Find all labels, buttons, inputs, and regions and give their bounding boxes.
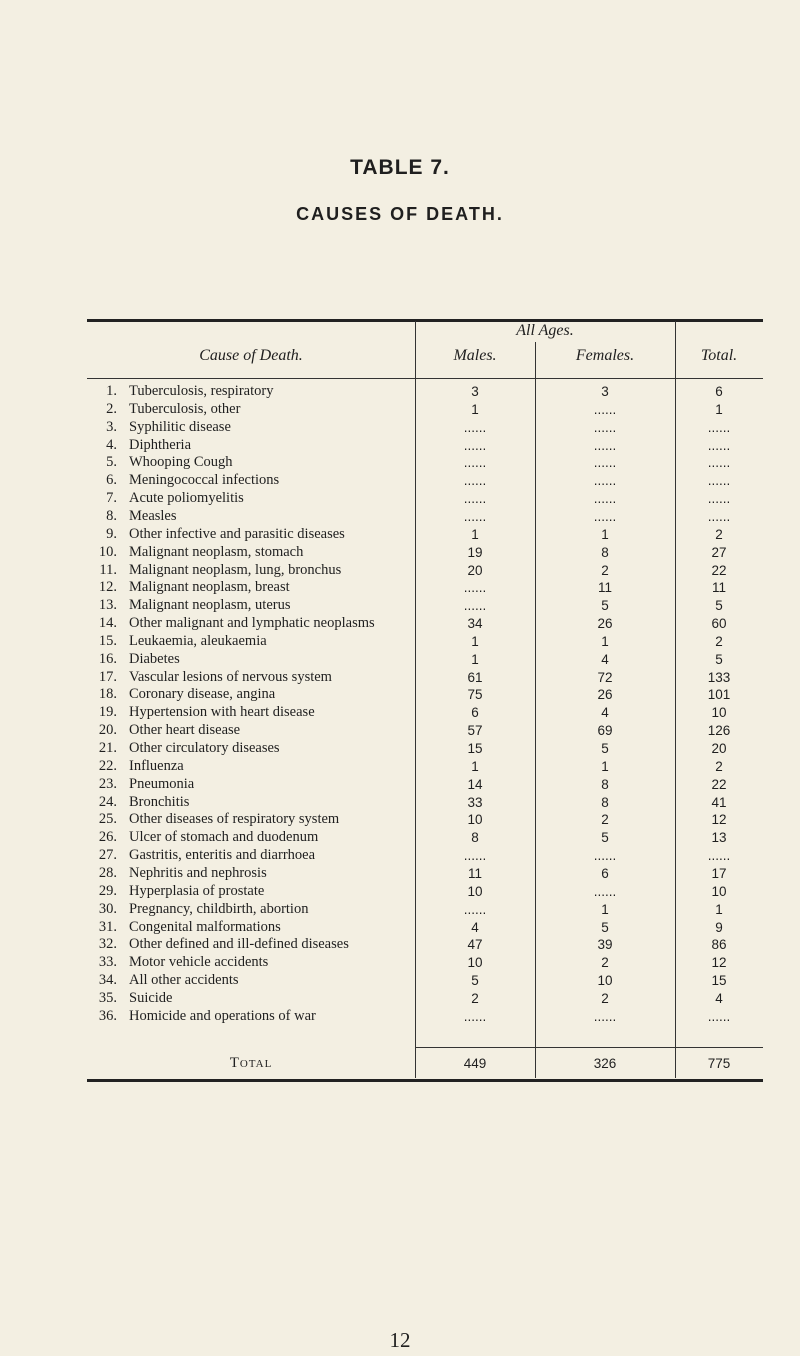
males-value: 2	[471, 990, 479, 1006]
row-number: 28.	[98, 864, 117, 881]
row-number: 34.	[98, 972, 117, 989]
females-value: 1	[601, 758, 609, 774]
total-value: 22	[711, 562, 727, 578]
row-number: 8.	[106, 507, 117, 524]
males-value: ......	[463, 491, 487, 507]
males-value: ......	[463, 437, 487, 453]
males-value: 8	[471, 830, 479, 846]
cause-label: All other accidents	[129, 972, 239, 989]
row-number: 24.	[98, 793, 117, 810]
cause-label: Influenza	[129, 757, 184, 774]
females-value: ......	[593, 491, 617, 507]
females-value: 26	[597, 616, 613, 632]
table-row	[87, 383, 763, 400]
males-value: 6	[471, 705, 479, 721]
table-row	[87, 544, 763, 561]
total-value: 60	[711, 616, 727, 632]
table-row	[87, 936, 763, 953]
cause-label: Pneumonia	[129, 775, 195, 792]
row-number: 21.	[98, 740, 117, 756]
males-value: ......	[463, 1008, 487, 1024]
table-row	[87, 472, 763, 489]
females-value: 11	[597, 580, 612, 596]
header-males: Males.	[453, 347, 497, 364]
table-row	[87, 811, 763, 828]
cause-label: Motor vehicle accidents	[129, 954, 269, 971]
cause-label: Malignant neoplasm, uterus	[129, 597, 291, 614]
bottom-rule	[87, 1079, 763, 1082]
table-row	[87, 615, 763, 632]
total-value: 133	[707, 669, 731, 685]
males-value: 1	[471, 651, 479, 667]
females-value: ......	[593, 1008, 617, 1024]
cause-label: Other infective and parasitic diseases	[129, 525, 345, 542]
males-value: 19	[467, 544, 483, 560]
females-value: 39	[597, 937, 613, 953]
males-value: 1	[471, 526, 479, 542]
females-value: 10	[597, 973, 613, 989]
females-value: ......	[593, 473, 617, 489]
total-value: 41	[711, 794, 727, 810]
females-value: 2	[601, 990, 609, 1006]
row-number: 32.	[98, 936, 117, 953]
header-cause: Cause of Death.	[199, 347, 303, 364]
cause-label: Other malignant and lymphatic neoplasms	[129, 615, 375, 632]
row-number: 17.	[98, 668, 117, 685]
totals-total: 775	[707, 1056, 731, 1071]
total-value: ......	[707, 473, 731, 489]
total-rule	[415, 1047, 763, 1048]
table-row	[87, 508, 763, 525]
females-value: ......	[593, 401, 617, 417]
table-row	[87, 722, 763, 739]
row-number: 31.	[98, 918, 117, 935]
cause-label: Homicide and operations of war	[129, 1007, 316, 1024]
row-number: 25.	[98, 811, 117, 828]
total-value: 126	[707, 723, 731, 739]
row-number: 7.	[106, 490, 117, 507]
cause-label: Whooping Cough	[129, 454, 233, 471]
row-number: 4.	[106, 436, 117, 453]
males-value: 10	[467, 883, 483, 899]
total-value: ......	[707, 848, 731, 864]
table-row	[87, 579, 763, 596]
table-row	[87, 1008, 763, 1025]
females-value: 1	[601, 901, 609, 917]
males-value: 3	[471, 384, 479, 399]
males-value: 4	[471, 919, 479, 935]
row-number: 33.	[98, 954, 117, 971]
row-number: 2.	[106, 400, 117, 417]
males-value: 10	[467, 812, 483, 828]
cause-label: Other heart disease	[129, 722, 241, 739]
cause-label: Other defined and ill-defined diseases	[129, 936, 349, 953]
females-value: 8	[601, 794, 609, 810]
table-row	[87, 490, 763, 507]
total-value: 5	[715, 598, 723, 614]
cause-label: Bronchitis	[129, 793, 190, 810]
total-value: 2	[715, 526, 723, 542]
table-row	[87, 901, 763, 918]
cause-label: Hypertension with heart disease	[129, 704, 315, 721]
females-value: 4	[601, 651, 609, 667]
row-number: 36.	[98, 1007, 117, 1024]
row-number: 29.	[98, 882, 117, 899]
table-row	[87, 847, 763, 864]
total-value: 27	[711, 544, 727, 560]
males-value: 1	[471, 633, 479, 649]
total-value: 101	[707, 687, 731, 703]
cause-label: Diphtheria	[129, 436, 192, 453]
page-title: CAUSES OF DEATH.	[296, 204, 504, 224]
header-total: Total.	[700, 347, 738, 364]
cause-label: Diabetes	[129, 650, 180, 667]
table-row	[87, 686, 763, 703]
females-value: 1	[601, 526, 609, 542]
males-value: ......	[463, 901, 487, 917]
females-value: 2	[601, 812, 609, 828]
table-row	[87, 919, 763, 936]
males-value: 61	[467, 669, 483, 685]
cause-label: Malignant neoplasm, breast	[129, 579, 290, 596]
cause-label: Meningococcal infections	[129, 472, 280, 489]
row-number: 15.	[98, 632, 117, 649]
males-value: ......	[463, 598, 487, 614]
males-value: 20	[467, 562, 483, 578]
total-value: 5	[715, 651, 723, 667]
total-value: ......	[707, 1008, 731, 1024]
totals-females: 326	[593, 1056, 617, 1071]
males-value: 15	[467, 741, 483, 756]
cause-label: Malignant neoplasm, lung, bronchus	[129, 561, 342, 578]
total-value: 1	[715, 901, 723, 917]
females-value: 26	[597, 687, 613, 703]
total-value: 22	[711, 776, 727, 792]
cause-label: Measles	[129, 507, 177, 524]
females-value: 4	[601, 705, 609, 721]
row-number: 35.	[98, 989, 117, 1006]
table-row	[87, 740, 763, 757]
table-row	[87, 454, 763, 471]
females-value: 8	[601, 776, 609, 792]
row-number: 12.	[98, 579, 117, 596]
males-value: ......	[463, 848, 487, 864]
total-value: 13	[711, 830, 727, 846]
table-row	[87, 865, 763, 882]
cause-label: Ulcer of stomach and duodenum	[129, 829, 319, 846]
cause-label: Coronary disease, angina	[129, 686, 276, 703]
row-number: 26.	[98, 829, 117, 846]
cause-label: Other circulatory diseases	[129, 740, 280, 756]
males-value: ......	[463, 473, 487, 489]
males-value: 47	[467, 937, 483, 953]
table-row	[87, 597, 763, 614]
total-value: 10	[711, 705, 727, 721]
totals-males: 449	[463, 1056, 487, 1071]
table-row	[87, 972, 763, 989]
table-row	[87, 704, 763, 721]
row-number: 22.	[98, 757, 117, 774]
table-row	[87, 669, 763, 686]
females-value: 2	[601, 562, 609, 578]
row-number: 5.	[106, 454, 117, 471]
page-number: 12	[389, 1328, 411, 1352]
row-number: 11.	[99, 561, 117, 578]
total-value: 11	[711, 580, 726, 596]
table-row	[87, 954, 763, 971]
cause-label: Tuberculosis, respiratory	[129, 383, 274, 399]
total-value: 17	[711, 865, 727, 881]
row-number: 23.	[98, 775, 117, 792]
header-rule	[87, 378, 763, 379]
females-value: ......	[593, 848, 617, 864]
table-row	[87, 651, 763, 668]
females-value: 2	[601, 955, 609, 971]
row-number: 27.	[98, 847, 117, 864]
males-value: 5	[471, 973, 479, 989]
total-value: ......	[707, 508, 731, 524]
total-value: 6	[715, 384, 723, 399]
males-value: 33	[467, 794, 483, 810]
table-row	[87, 883, 763, 900]
header-females: Females.	[575, 347, 635, 364]
males-value: 34	[467, 616, 483, 632]
cause-label: Vascular lesions of nervous system	[129, 668, 332, 685]
cause-label: Congenital malformations	[129, 918, 281, 935]
total-value: 20	[711, 741, 727, 756]
females-value: 5	[601, 919, 609, 935]
total-value: 4	[715, 990, 723, 1006]
table-row	[87, 526, 763, 543]
table-row	[87, 437, 763, 454]
females-value: 6	[601, 865, 609, 881]
row-number: 9.	[106, 525, 117, 542]
table-row	[87, 990, 763, 1007]
females-value: 3	[601, 384, 609, 399]
cause-label: Nephritis and nephrosis	[129, 864, 267, 881]
table-row	[87, 794, 763, 811]
males-value: ......	[463, 419, 487, 435]
males-value: ......	[463, 508, 487, 524]
row-number: 30.	[98, 900, 117, 917]
row-number: 6.	[106, 472, 117, 489]
cause-label: Suicide	[129, 989, 173, 1006]
totals-row	[87, 1055, 763, 1072]
total-value: 86	[711, 937, 727, 953]
cause-label: Other diseases of respiratory system	[129, 811, 340, 828]
row-number: 13.	[98, 597, 117, 614]
row-number: 10.	[98, 543, 117, 560]
total-value: ......	[707, 419, 731, 435]
row-number: 3.	[106, 418, 117, 435]
cause-label: Pregnancy, childbirth, abortion	[129, 900, 309, 917]
females-value: ......	[593, 455, 617, 471]
table-row	[87, 829, 763, 846]
females-value: 69	[597, 723, 613, 739]
row-number: 20.	[98, 722, 117, 739]
males-value: 10	[467, 955, 483, 971]
females-value: ......	[593, 419, 617, 435]
males-value: ......	[463, 455, 487, 471]
cause-label: Syphilitic disease	[129, 418, 231, 435]
males-value: 1	[471, 401, 479, 417]
cause-label: Acute poliomyelitis	[129, 490, 244, 507]
total-value: ......	[707, 491, 731, 507]
total-value: 12	[711, 955, 727, 971]
total-value: ......	[707, 437, 731, 453]
females-value: 5	[601, 598, 609, 614]
total-value: ......	[707, 455, 731, 471]
row-number: 18.	[98, 686, 117, 703]
males-value: 1	[471, 758, 479, 774]
table-row	[87, 562, 763, 579]
females-value: ......	[593, 508, 617, 524]
females-value: 5	[601, 830, 609, 846]
males-value: 14	[467, 776, 483, 792]
females-value: ......	[593, 883, 617, 899]
table-row	[87, 758, 763, 775]
total-value: 15	[711, 973, 727, 989]
table-row	[87, 633, 763, 650]
males-value: 57	[467, 723, 483, 739]
total-value: 2	[715, 758, 723, 774]
table-row	[87, 401, 763, 418]
cause-label: Leukaemia, aleukaemia	[129, 632, 267, 649]
row-number: 19.	[98, 704, 117, 721]
cause-label: Tuberculosis, other	[129, 400, 241, 417]
males-value: 75	[467, 687, 483, 703]
table-row	[87, 419, 763, 436]
table-label: TABLE 7.	[350, 156, 450, 179]
totals-label: Total	[229, 1055, 273, 1071]
row-number: 14.	[98, 615, 117, 632]
row-number: 1.	[106, 383, 117, 399]
cause-label: Hyperplasia of prostate	[129, 882, 265, 899]
females-value: 8	[601, 544, 609, 560]
females-value: 72	[597, 669, 613, 685]
row-number: 16.	[98, 650, 117, 667]
total-value: 2	[715, 633, 723, 649]
total-value: 1	[715, 401, 723, 417]
header-all-ages: All Ages.	[516, 322, 574, 339]
females-value: ......	[593, 437, 617, 453]
cause-label: Malignant neoplasm, stomach	[129, 543, 304, 560]
table-row	[87, 776, 763, 793]
total-value: 12	[711, 812, 727, 828]
males-value: ......	[463, 580, 487, 596]
males-value: 11	[467, 865, 482, 881]
females-value: 5	[601, 741, 609, 756]
cause-label: Gastritis, enteritis and diarrhoea	[129, 847, 316, 864]
total-value: 10	[711, 883, 727, 899]
total-value: 9	[715, 919, 723, 935]
females-value: 1	[601, 633, 609, 649]
